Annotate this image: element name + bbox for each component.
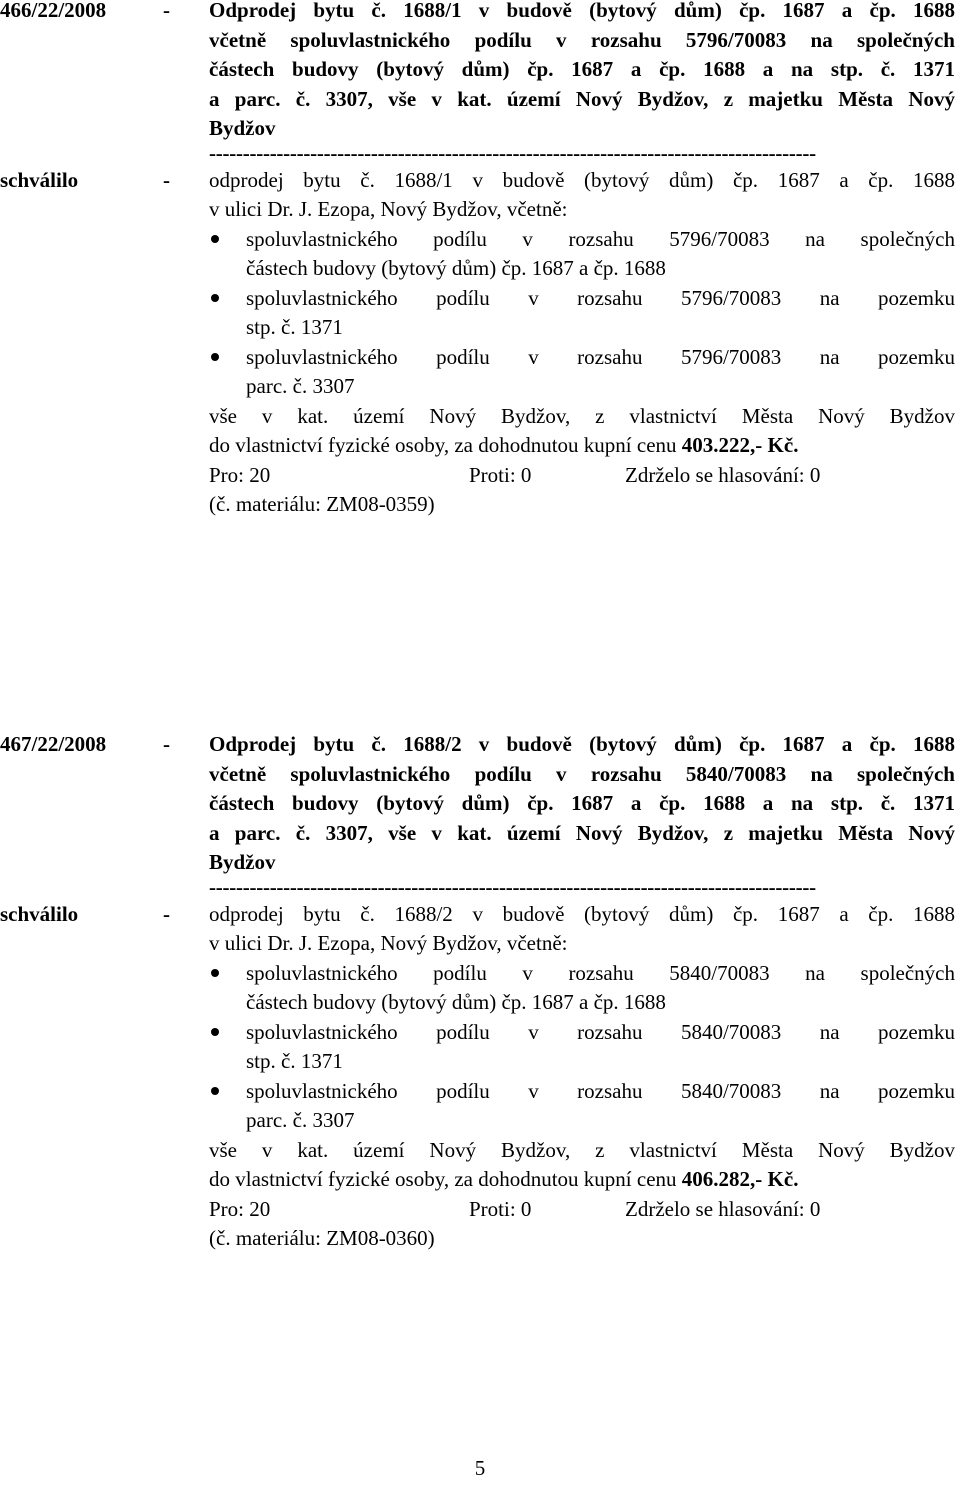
list-item: spoluvlastnického podílu v rozsahu 5840/70083 na pozemku parc. č. 3307 — [209, 1077, 955, 1136]
title-line: a parc. č. 3307, vše v kat. území Nový Bydžov, z majetku Města Nový — [209, 86, 955, 111]
title-line: včetně spoluvlastnického podílu v rozsahu 5840/70083 na společných — [209, 761, 955, 786]
bullet-icon — [211, 235, 219, 243]
bullet-icon — [211, 1087, 219, 1095]
bullet-list — [209, 225, 955, 402]
dash: - — [163, 732, 170, 756]
title-line: Bydžov — [209, 116, 276, 140]
approved-line: v ulici Dr. J. Ezopa, Nový Bydžov, včetně: — [209, 931, 568, 955]
vote-against: Proti: 0 — [469, 1196, 532, 1221]
bullet-icon — [211, 969, 219, 977]
page-number: 5 — [474, 1456, 486, 1480]
vote-abstain: Zdrželo se hlasování: 0 — [625, 462, 821, 487]
material-number: (č. materiálu: ZM08-0360) — [209, 1226, 435, 1250]
approved-line: odprodej bytu č. 1688/1 v budově (bytový dům) čp. 1687 a čp. 1688 — [209, 167, 955, 192]
bullet-icon — [211, 294, 219, 302]
separator-line: ------------------------------------------------------------------------------------------ — [209, 877, 816, 899]
resolution-number: 466/22/2008 — [0, 0, 107, 22]
dash: - — [163, 167, 170, 192]
ownership-line: vše v kat. území Nový Bydžov, z vlastnictví Města Nový Bydžov — [209, 403, 955, 428]
approved-content — [209, 166, 955, 520]
title-line: a parc. č. 3307, vše v kat. území Nový Bydžov, z majetku Města Nový — [209, 820, 955, 845]
dash: - — [163, 0, 170, 22]
title-line: včetně spoluvlastnického podílu v rozsahu 5796/70083 na společných — [209, 27, 955, 52]
resolution-header — [0, 730, 960, 878]
vote-for: Pro: 20 — [209, 462, 271, 487]
list-item: spoluvlastnického podílu v rozsahu 5840/70083 na pozemku stp. č. 1371 — [209, 1018, 955, 1077]
vote-against: Proti: 0 — [469, 462, 532, 487]
list-item: spoluvlastnického podílu v rozsahu 5840/70083 na společných částech budovy (bytový dům) čp. 1687 a čp. 1688 — [209, 959, 955, 1018]
ownership-line: vše v kat. území Nový Bydžov, z vlastnictví Města Nový Bydžov — [209, 1137, 955, 1162]
title-line: Bydžov — [209, 850, 276, 874]
bullet-icon — [211, 1028, 219, 1036]
title-line: částech budovy (bytový dům) čp. 1687 a čp. 1688 a na stp. č. 1371 — [209, 791, 955, 815]
dash: - — [163, 901, 170, 926]
title-line: Odprodej bytu č. 1688/2 v budově (bytový dům) čp. 1687 a čp. 1688 — [209, 732, 955, 756]
resolution-number: 467/22/2008 — [0, 732, 107, 756]
list-item: spoluvlastnického podílu v rozsahu 5796/70083 na pozemku stp. č. 1371 — [209, 284, 955, 343]
vote-result — [209, 1195, 955, 1225]
list-item: spoluvlastnického podílu v rozsahu 5796/70083 na společných částech budovy (bytový dům) čp. 1687 a čp. 1688 — [209, 225, 955, 284]
separator-line: ------------------------------------------------------------------------------------------ — [209, 143, 816, 165]
list-item: spoluvlastnického podílu v rozsahu 5796/70083 na pozemku parc. č. 3307 — [209, 343, 955, 402]
approved-label: schválilo — [0, 167, 79, 192]
approved-line: v ulici Dr. J. Ezopa, Nový Bydžov, včetně: — [209, 197, 568, 221]
material-number: (č. materiálu: ZM08-0359) — [209, 492, 435, 516]
approved-section — [0, 900, 960, 1254]
vote-for: Pro: 20 — [209, 1196, 271, 1221]
resolution-header — [0, 0, 960, 144]
resolution-title — [209, 0, 955, 144]
price-value: 406.282,- Kč. — [681, 1167, 799, 1191]
price-value: 403.222,- Kč. — [681, 433, 799, 457]
bullet-list — [209, 959, 955, 1136]
resolution-title — [209, 730, 955, 878]
approved-label: schválilo — [0, 901, 79, 926]
price-line: do vlastnictví fyzické osoby, za dohodnutou kupní cenu 403.222,- Kč. — [209, 433, 799, 457]
approved-content — [209, 900, 955, 1254]
bullet-icon — [211, 353, 219, 361]
vote-result — [209, 461, 955, 491]
approved-line: odprodej bytu č. 1688/2 v budově (bytový dům) čp. 1687 a čp. 1688 — [209, 901, 955, 926]
title-line: Odprodej bytu č. 1688/1 v budově (bytový dům) čp. 1687 a čp. 1688 — [209, 0, 955, 22]
vote-abstain: Zdrželo se hlasování: 0 — [625, 1196, 821, 1221]
approved-section — [0, 166, 960, 520]
title-line: částech budovy (bytový dům) čp. 1687 a čp. 1688 a na stp. č. 1371 — [209, 57, 955, 81]
resolution-block — [0, 730, 960, 1254]
resolution-block — [0, 0, 960, 520]
price-line: do vlastnictví fyzické osoby, za dohodnutou kupní cenu 406.282,- Kč. — [209, 1167, 799, 1191]
